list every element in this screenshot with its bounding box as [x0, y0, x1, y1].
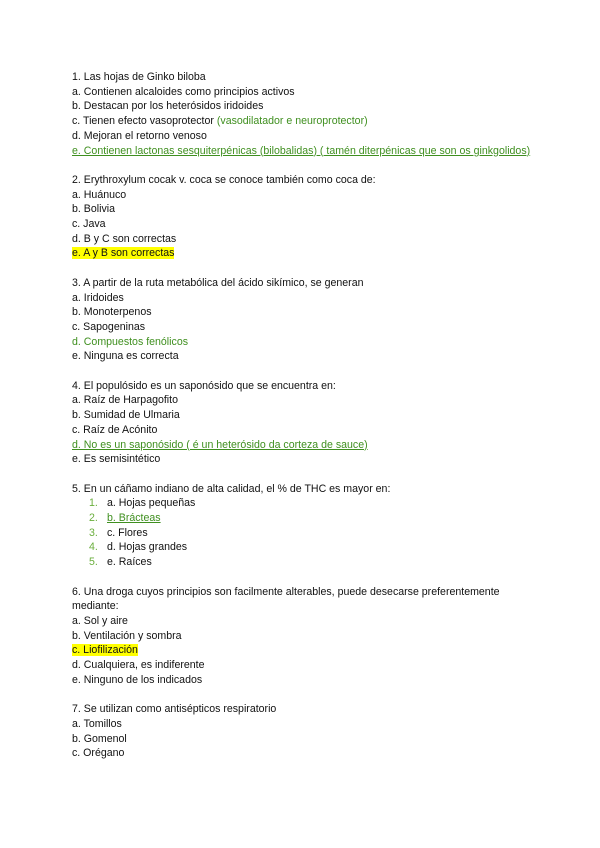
list-item [89, 496, 532, 511]
option-c: c. Flores [107, 526, 148, 539]
option-b: b. Sumidad de Ulmaria [72, 409, 180, 422]
question-stem: 2. Erythroxylum cocak v. coca se conoce también como coca de: [72, 173, 376, 186]
list-number: 2. [89, 512, 98, 525]
question-5 [72, 482, 532, 570]
option-b: b. Ventilación y sombra [72, 629, 182, 642]
option-a: a. Hojas pequeñas [107, 497, 196, 510]
highlighted-answer: c. Liofilización [72, 644, 138, 657]
option-b-answer: b. Brácteas [107, 512, 161, 525]
option-b: b. Monoterpenos [72, 306, 152, 319]
question-6 [72, 585, 532, 688]
option-e: e. Raíces [107, 556, 152, 569]
option-a: a. Contienen alcaloides como principios activos [72, 85, 295, 98]
option-b: b. Gomenol [72, 732, 127, 745]
option-d: d. Cualquiera, es indiferente [72, 659, 205, 672]
option-a: a. Huánuco [72, 188, 127, 201]
option-e-answer: e. Contienen lactonas sesquiterpénicas (bilobalidas) ( tamén diterpénicas que son os ginkgolidos) [72, 144, 531, 157]
option-c-answer [72, 643, 532, 658]
highlighted-answer: e. A y B son correctas [72, 247, 175, 260]
question-4 [72, 379, 532, 467]
option-e: e. Ninguna es correcta [72, 350, 179, 363]
list-item [89, 526, 532, 541]
option-d: d. Mejoran el retorno venoso [72, 129, 207, 142]
option-c: c. Sapogeninas [72, 320, 146, 333]
question-stem: 3. A partir de la ruta metabólica del ácido sikímico, se generan [72, 276, 364, 289]
option-a: a. Sol y aire [72, 614, 128, 627]
question-stem: 5. En un cáñamo indiano de alta calidad, el % de THC es mayor en: [72, 482, 391, 495]
list-item [89, 511, 532, 526]
exam-document [72, 70, 532, 776]
option-c: c. Raíz de Acónito [72, 423, 158, 436]
list-number: 5. [89, 556, 98, 569]
option-d-answer: d. No es un saponósido ( é un heterósido da corteza de sauce) [72, 438, 368, 451]
option-c-note: (vasodilatador e neuroprotector) [216, 115, 368, 128]
option-b: b. Bolivia [72, 203, 115, 216]
option-a: a. Raíz de Harpagofito [72, 394, 178, 407]
option-e: e. Es semisintético [72, 453, 161, 466]
question-stem: 6. Una droga cuyos principios son facilmente alterables, puede desecarse preferentemente mediante: [72, 585, 500, 613]
question-3 [72, 276, 532, 364]
list-item [89, 555, 532, 570]
option-d-answer: d. Compuestos fenólicos [72, 335, 189, 348]
question-2 [72, 173, 532, 261]
numbered-options [72, 496, 532, 570]
option-a: a. Iridoides [72, 291, 124, 304]
list-item [89, 540, 532, 555]
option-d: d. Hojas grandes [107, 541, 188, 554]
list-number: 1. [89, 497, 98, 510]
list-number: 3. [89, 526, 98, 539]
option-c [72, 114, 532, 129]
question-7 [72, 702, 532, 761]
option-e: e. Ninguno de los indicados [72, 673, 203, 686]
question-1 [72, 70, 532, 158]
question-stem: 7. Se utilizan como antisépticos respiratorio [72, 703, 277, 716]
option-b: b. Destacan por los heterósidos iridoides [72, 100, 264, 113]
question-stem: 1. Las hojas de Ginko biloba [72, 71, 206, 83]
option-c: c. Java [72, 218, 106, 231]
option-a: a. Tomillos [72, 717, 122, 730]
option-c-text: c. Tienen efecto vasoprotector [72, 115, 217, 128]
option-c: c. Orégano [72, 747, 125, 760]
option-d: d. B y C son correctas [72, 232, 177, 245]
question-stem: 4. El populósido es un saponósido que se encuentra en: [72, 379, 336, 392]
list-number: 4. [89, 541, 98, 554]
option-e-answer [72, 246, 532, 261]
